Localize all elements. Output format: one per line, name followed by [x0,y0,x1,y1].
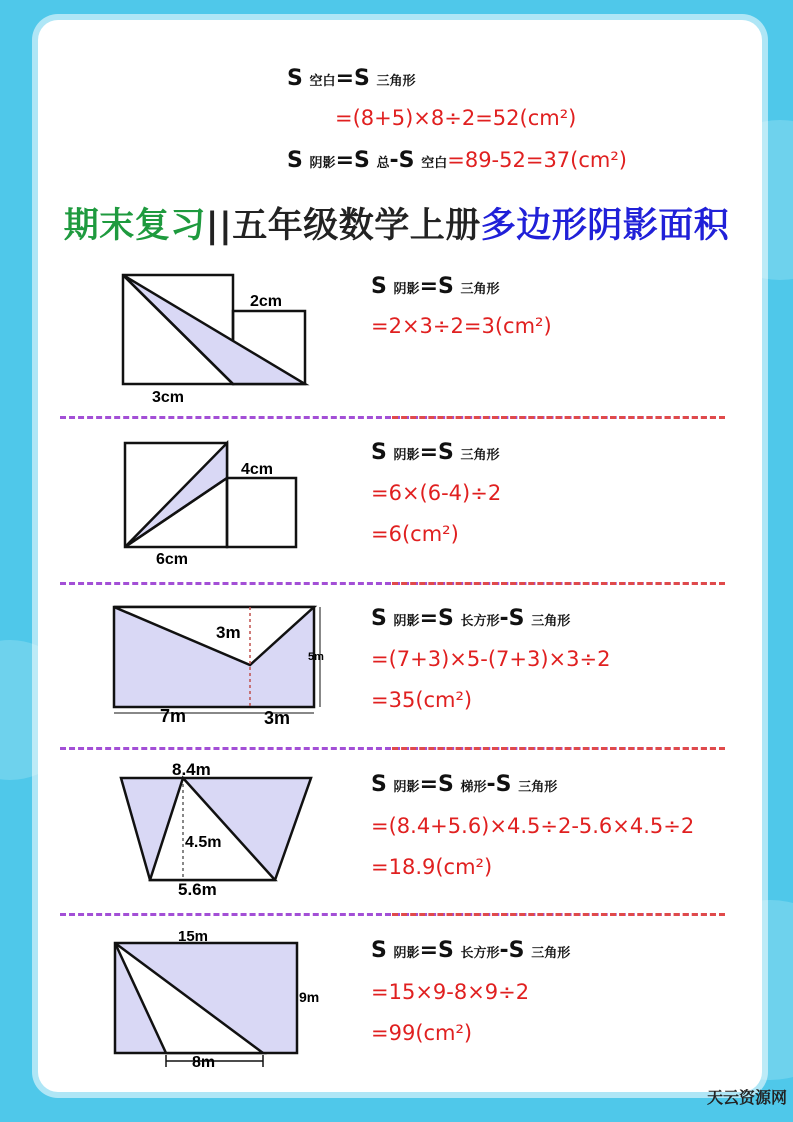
watermark: 天云资源网 [706,1088,787,1107]
problem-2-formula-2: =6×(6-4)÷2 [371,481,502,505]
section-divider [392,416,725,419]
problem-4-formula-2: =(8.4+5.6)×4.5÷2-5.6×4.5÷2 [371,814,695,838]
problem-1-figure [110,268,320,408]
problem-5-formula-1: S 阴影=S 长方形-S 三角形 [371,938,571,963]
problem-3-formula-2: =(7+3)×5-(7+3)×3÷2 [371,647,611,671]
label-8m: 8m [192,1054,216,1071]
problem-4-formula-1: S 阴影=S 梯形-S 三角形 [371,772,558,797]
top-formula-1: S 空白=S 三角形 [287,66,416,91]
top-formula-2: =(8+5)×8÷2=52(cm²) [335,106,577,130]
label-3m-width: 3m [264,708,291,728]
label-7m: 7m [160,706,187,726]
label-4cm: 4cm [241,461,274,478]
label-6cm: 6cm [156,551,189,568]
label-15m: 15m [178,928,209,945]
section-divider [392,582,725,585]
problem-4-formula-3: =18.9(cm²) [371,855,493,879]
problem-5-formula-3: =99(cm²) [371,1021,473,1045]
problem-3-formula-1: S 阴影=S 长方形-S 三角形 [371,606,571,631]
problem-2-figure [110,436,310,571]
problem-2-formula-1: S 阴影=S 三角形 [371,440,500,465]
problem-2-formula-3: =6(cm²) [371,522,459,546]
problem-1-formula-2: =2×3÷2=3(cm²) [371,314,552,338]
label-4-5m: 4.5m [185,834,222,851]
label-2cm: 2cm [250,293,283,310]
label-3m-height: 3m [216,623,241,642]
problem-5-figure [110,926,330,1072]
label-5-6m: 5.6m [178,880,217,899]
label-9m: 9m [299,989,320,1005]
section-divider [392,913,725,916]
label-5m: 5m [308,651,324,663]
label-8-4m: 8.4m [172,760,211,779]
section-divider [392,747,725,750]
page-title: 期末复习||五年级数学上册多边形阴影面积 [63,206,730,246]
problem-3-formula-3: =35(cm²) [371,688,473,712]
top-formula-3: S 阴影=S 总-S 空白=89-52=37(cm²) [287,148,627,173]
problem-1-formula-1: S 阴影=S 三角形 [371,274,500,299]
label-3cm: 3cm [152,389,185,406]
problem-5-formula-2: =15×9-8×9÷2 [371,980,530,1004]
problem-4-figure [112,758,322,900]
problem-3-figure [108,600,338,730]
